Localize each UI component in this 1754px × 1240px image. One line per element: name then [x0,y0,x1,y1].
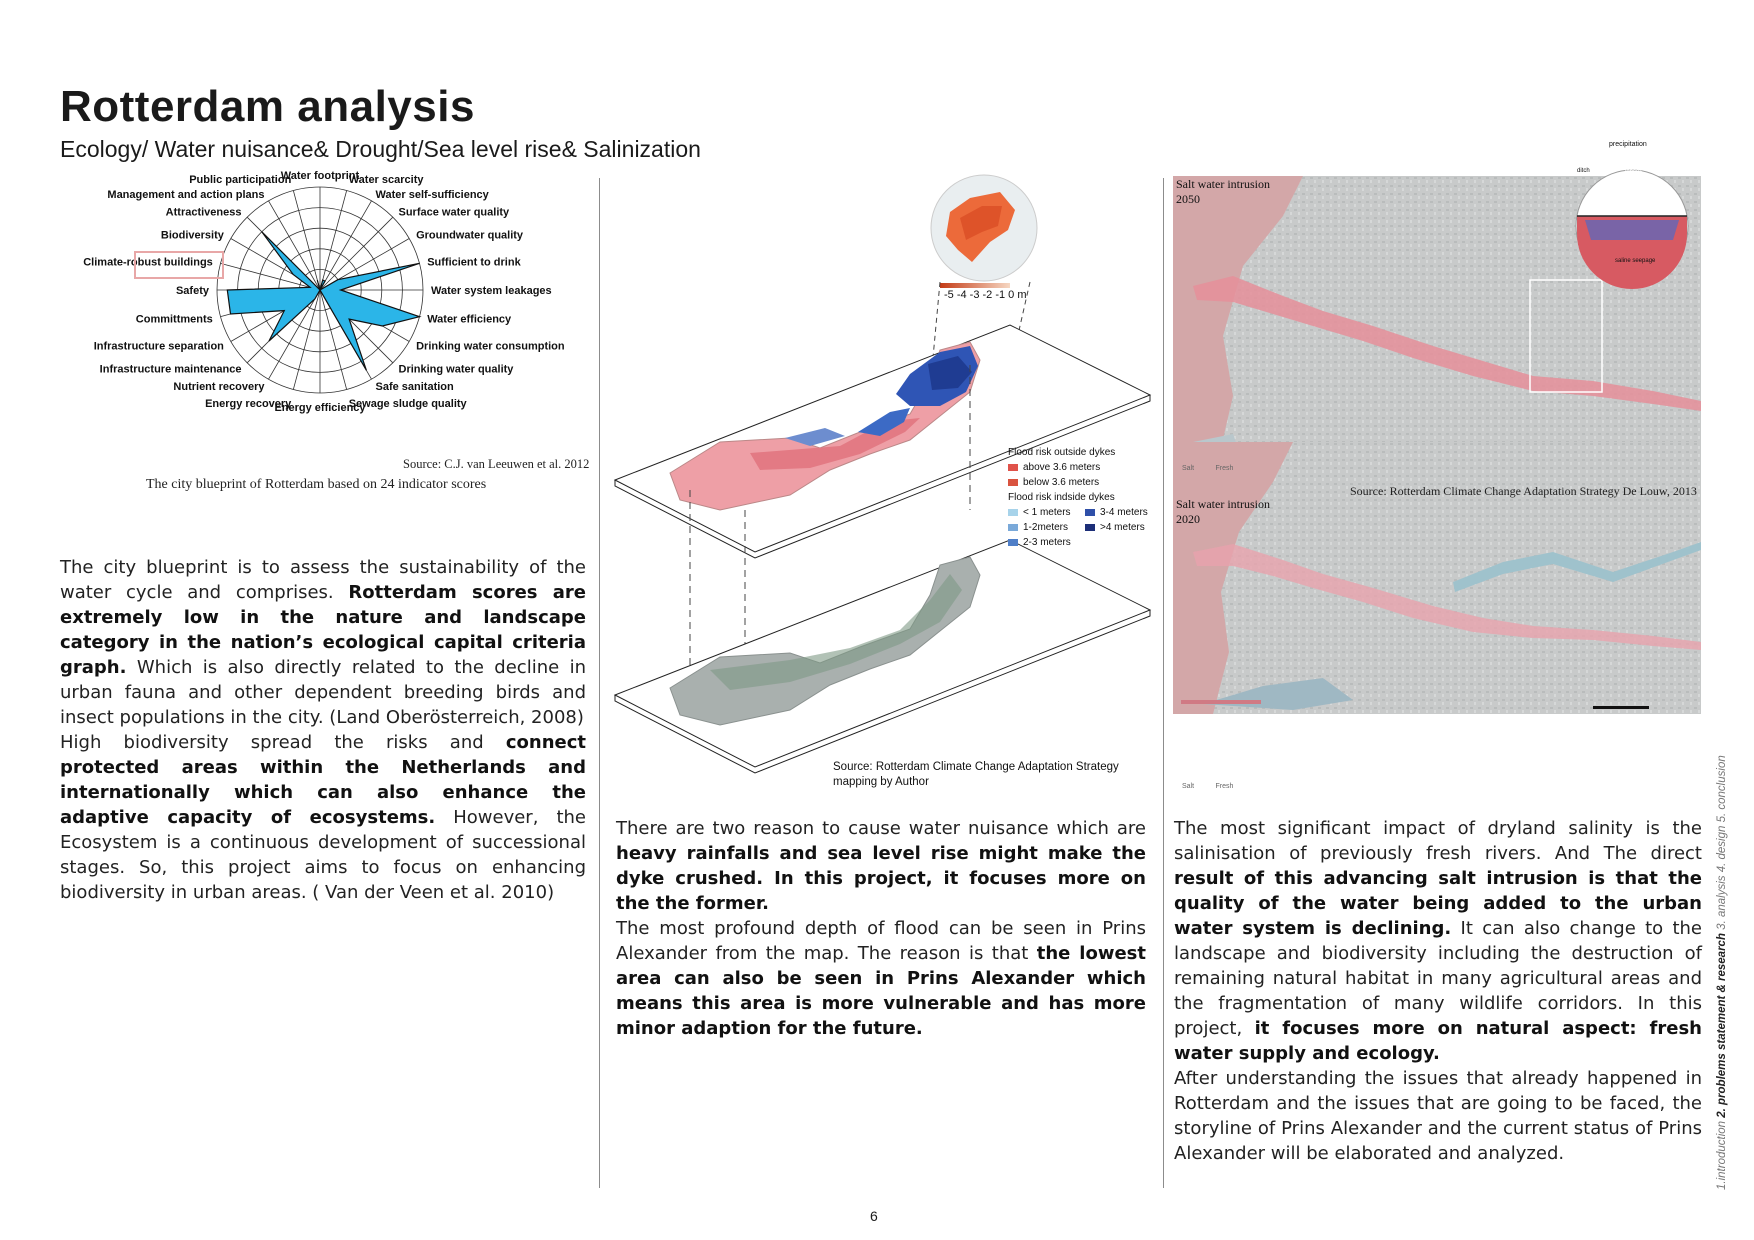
city-blueprint-radar-chart [50,170,610,470]
radar-axis-label: Nutrient recovery [173,381,265,394]
radar-axis-label: Safe sanitation [375,381,454,394]
radar-axis-label: Attractiveness [165,206,242,219]
page-title: Rotterdam analysis [60,82,475,131]
radar-axis-label: Surface water quality [398,206,510,219]
inset-ditch-label: ditch [1577,168,1590,174]
legend-item: below 3.6 meters [1008,475,1148,490]
left-paragraph-2: High biodiversity spread the risks and connect protected areas within the Netherlands and internationally which can also enhance the adaptive capacity of ecosystems. However, the Ecosystem is a continuous development of successional stages. So, this project aims to focus on enhancing biodiversity in urban areas. ( Van der Veen et al. 2010) [60,732,586,903]
column-divider-right [1163,178,1164,1188]
radar-score-polygon [227,232,419,371]
radar-source: Source: C.J. van Leeuwen et al. 2012 [403,457,590,471]
radar-axis-label: Infrastructure separation [93,340,224,353]
right-paragraph-2: After understanding the issues that already happened in Rotterdam and the issues that are going to be faced, the storyline of Prins Alexander and the current status of Prins Alexander will be elaborated and analyzed. [1174,1068,1702,1164]
radar-axis-label: Public participation [189,173,292,186]
chapter-nav [1716,755,1728,1190]
flood-map-source: Source: Rotterdam Climate Change Adaptation Strategy mapping by Author [833,761,1119,788]
right-paragraph-1: The most significant impact of dryland salinity is the salinisation of previously fresh rivers. And The direct result of this advancing salt intrusion is that the quality of the water being added to the urban water system is declining. It can also change to the landscape and biodiversity including the destruction of remaining natural habitat in many agricultural areas and the fragmentation of many wildlife corridors. In this project, it focuses more on natural aspect: fresh water supply and ecology. [1174,818,1702,1064]
radar-spoke [320,191,347,290]
radar-axis-label: Committments [135,313,213,326]
map-2020-label: Salt water intrusion 2020 [1176,497,1270,526]
radar-axis-label: Management and action plans [107,188,265,201]
legend-item: above 3.6 meters [1008,460,1148,475]
legend-item-pair: < 1 meters 3-4 meters [1008,505,1148,520]
legend-inside-title: Flood risk indside dykes [1008,492,1115,503]
inset-lenses-label: lenses [1625,169,1643,175]
depth-circle-inset [931,175,1037,281]
radar-axis-label: Drinking water quality [398,363,514,376]
radar-axis-label: Safety [175,285,209,297]
inset-seepage-label: saline seepage [1615,258,1656,264]
radar-axis-label: Water efficiency [427,313,512,326]
salt-map-source: Source: Rotterdam Climate Change Adaptation Strategy De Louw, 2013 [1350,484,1697,498]
radar-axis-label: Water self-sufficiency [375,188,489,201]
radar-axis-label: Water system leakages [431,285,552,297]
map-2050-label: Salt water intrusion 2050 [1176,177,1270,206]
radar-axis-label: Energy recovery [205,398,292,411]
page-number: 6 [870,1208,878,1224]
radar-axis-label: Climate-robust buildings [83,256,213,269]
radar-axis-label: Sufficient to drink [427,256,521,269]
chapter-nav-item: 5. conclusion [1716,755,1728,823]
radar-caption: The city blueprint of Rotterdam based on 24 indicator scores [146,477,487,492]
map-2020 [1173,442,1701,714]
radar-axis-label: Infrastructure maintenance [99,363,242,376]
salinity-inset-diagram [1576,170,1688,289]
radar-axis-label: Biodiversity [160,229,224,242]
radar-axis-label: Water scarcity [348,173,424,186]
page-subtitle: Ecology/ Water nuisance& Drought/Sea level rise& Salinization [60,136,701,162]
inset-precipitation-label: precipitation [1609,141,1647,148]
chapter-nav-item: 3. analysis [1716,875,1728,930]
flood-legend [1008,445,1148,550]
radar-axis-label: Water footprint [280,170,360,182]
depth-scale-label: -5 -4 -3 -2 -1 0 m [944,289,1027,301]
radar-axis-label: Drinking water consumption [416,340,565,353]
chapter-nav-item: 4. design [1716,825,1728,873]
legend-item-pair: 1-2meters >4 meters [1008,520,1148,535]
left-paragraph-1: The city blueprint is to assess the sustainability of the water cycle and comprises. Rotterdam scores are extremely low in the nature and landscape category in the nation’s ecological capital criteria graph. Which is also directly related to the decline in urban fauna and other dependent breeding birds and insect populations in the city. (Land Oberösterreich, 2008) [60,557,587,728]
radar-axis-label: Sewage sludge quality [348,398,467,411]
radar-axis-label: Energy efficiency [274,402,366,414]
salt-legend-2050: Salt Fresh [1182,465,1234,472]
middle-paragraph-1: There are two reason to cause water nuisance which are heavy rainfalls and sea level rise might make the dyke crushed. In this project, it focuses more on the the former. [616,818,1146,914]
salt-legend-2020: Salt Fresh [1182,783,1234,790]
radar-axis-label: Groundwater quality [416,229,524,242]
legend-outside-title: Flood risk outside dykes [1008,447,1116,458]
chapter-nav-item: 1.introduction [1716,1120,1728,1190]
legend-item: 2-3 meters [1008,535,1148,550]
middle-paragraph-2: The most profound depth of flood can be seen in Prins Alexander from the map. The reason is that the lowest area can also be seen in Prins Alexander which means this area is more vulnerable and has more minor adaption for the future. [616,918,1146,1039]
chapter-nav-item-current: 2. problems statement & research [1716,933,1728,1118]
